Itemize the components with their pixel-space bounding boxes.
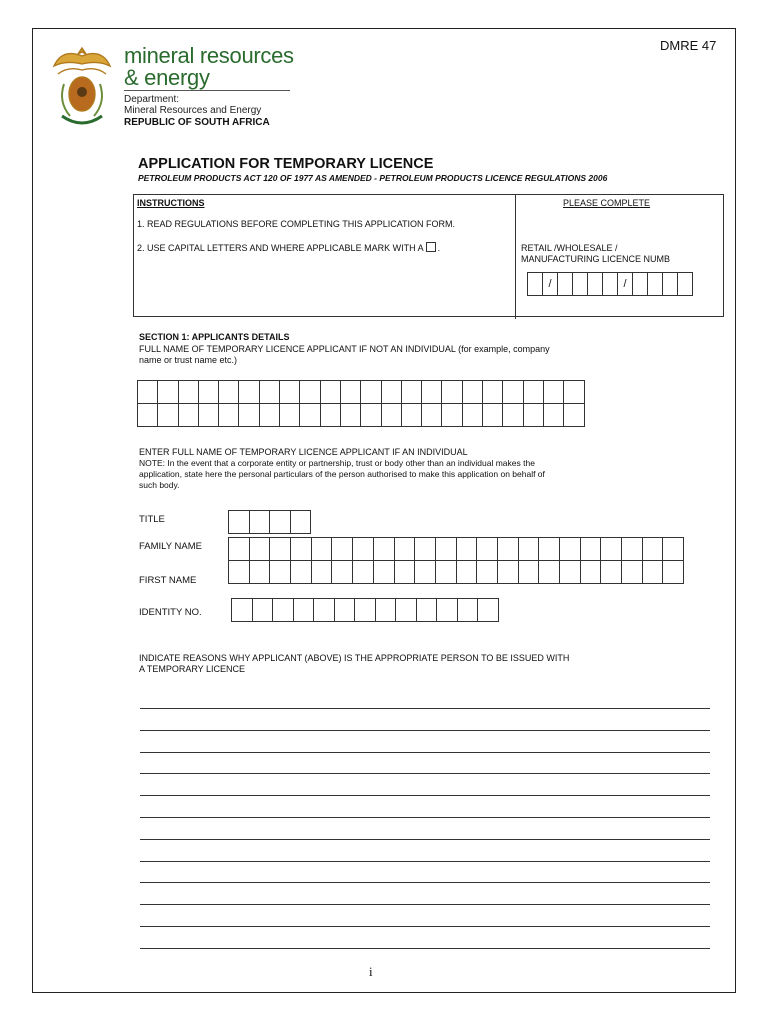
licence-label-line-2: MANUFACTURING LICENCE NUMB [521,254,671,264]
reason-writing-line[interactable] [140,861,710,862]
entry-cell[interactable] [483,381,503,404]
entry-cell[interactable] [394,538,415,561]
form-subtitle: PETROLEUM PRODUCTS ACT 120 OF 1977 AS AMENDED - PETROLEUM PRODUCTS LICENCE REGULATIONS 2006 [138,173,608,183]
entry-cell[interactable] [518,538,539,561]
entry-cell[interactable] [291,538,312,561]
entry-cell[interactable] [229,511,250,534]
brand-line-1: mineral resources [124,43,294,68]
entry-cell[interactable] [138,404,158,427]
entry-cell[interactable] [663,538,684,561]
entry-cell[interactable] [239,404,259,427]
entry-cell[interactable] [373,561,394,584]
licence-cell[interactable] [528,273,543,296]
entry-cell[interactable] [178,381,198,404]
company-note-line-2: name or trust name etc.) [139,355,238,365]
entry-cell[interactable] [300,404,320,427]
brand-divider [124,90,290,91]
reason-writing-line[interactable] [140,708,710,709]
entry-cell[interactable] [401,404,421,427]
entry-cell[interactable] [564,404,584,427]
family-name-label: FAMILY NAME [139,541,202,552]
entry-cell[interactable] [415,561,436,584]
company-name-note [139,344,550,366]
form-code: DMRE 47 [660,38,717,53]
entry-cell[interactable] [543,404,563,427]
instruction-item-2-text: 2. USE CAPITAL LETTERS AND WHERE APPLICABLE MARK WITH A [137,243,424,253]
entry-cell[interactable] [291,561,312,584]
entry-cell[interactable] [320,381,340,404]
entry-cell[interactable] [462,381,482,404]
entry-cell[interactable] [293,599,314,622]
entry-cell[interactable] [219,381,239,404]
individual-note-line-3: such body. [139,480,180,490]
entry-cell[interactable] [416,599,437,622]
reason-writing-line[interactable] [140,730,710,731]
entry-cell[interactable] [560,538,581,561]
reason-writing-line[interactable] [140,904,710,905]
entry-cell[interactable] [340,381,360,404]
please-complete-heading: PLEASE COMPLETE [563,198,651,208]
entry-cell[interactable] [642,561,663,584]
entry-cell[interactable] [232,599,253,622]
dept-line-1: Department: [124,94,180,105]
entry-cell[interactable] [229,561,250,584]
entry-cell[interactable] [543,381,563,404]
reason-writing-line[interactable] [140,795,710,796]
entry-cell[interactable] [539,561,560,584]
entry-cell[interactable] [311,561,332,584]
licence-cell[interactable] [648,273,663,296]
entry-cell[interactable] [497,561,518,584]
entry-cell[interactable] [340,404,360,427]
entry-cell[interactable] [601,538,622,561]
entry-cell[interactable] [273,599,294,622]
reason-writing-line[interactable] [140,948,710,949]
licence-separator: / [543,273,558,296]
entry-cell[interactable] [259,381,279,404]
reason-writing-line[interactable] [140,839,710,840]
entry-cell[interactable] [219,404,239,427]
entry-cell[interactable] [435,538,456,561]
entry-cell[interactable] [311,538,332,561]
entry-cell[interactable] [259,404,279,427]
entry-cell[interactable] [158,404,178,427]
page-number: i [369,964,373,979]
entry-cell[interactable] [622,538,643,561]
entry-cell[interactable] [280,381,300,404]
entry-cell[interactable] [239,381,259,404]
entry-cell[interactable] [642,538,663,561]
entry-cell[interactable] [249,511,270,534]
entry-cell[interactable] [415,538,436,561]
entry-cell[interactable] [381,381,401,404]
licence-cell[interactable] [558,273,573,296]
entry-cell[interactable] [270,511,291,534]
entry-cell[interactable] [503,404,523,427]
entry-cell[interactable] [523,381,543,404]
entry-cell[interactable] [361,404,381,427]
first-name-label: FIRST NAME [139,575,197,586]
section-1-heading: SECTION 1: APPLICANTS DETAILS [139,332,290,342]
entry-cell[interactable] [442,404,462,427]
entry-cell[interactable] [422,404,442,427]
entry-cell[interactable] [361,381,381,404]
entry-cell[interactable] [622,561,643,584]
entry-cell[interactable] [462,404,482,427]
entry-cell[interactable] [300,381,320,404]
entry-cell[interactable] [353,538,374,561]
instruction-item-2-end: . [437,243,441,253]
instructions-divider [515,194,516,319]
entry-cell[interactable] [457,599,478,622]
instruction-item-1: 1. READ REGULATIONS BEFORE COMPLETING THIS APPLICATION FORM. [137,219,456,229]
entry-cell[interactable] [518,561,539,584]
entry-cell[interactable] [580,538,601,561]
entry-cell[interactable] [437,599,458,622]
entry-cell[interactable] [601,561,622,584]
brand-line-2: & energy [124,65,210,90]
entry-cell[interactable] [158,381,178,404]
entry-cell[interactable] [252,599,273,622]
licence-cell[interactable] [573,273,588,296]
entry-cell[interactable] [497,538,518,561]
checkbox-sample-icon [426,242,436,252]
identity-number-grid[interactable] [231,598,499,622]
reason-writing-line[interactable] [140,752,710,753]
licence-label-line-1: RETAIL /WHOLESALE / [521,243,618,253]
reason-writing-line[interactable] [140,926,710,927]
entry-cell[interactable] [396,599,417,622]
entry-cell[interactable] [523,404,543,427]
entry-cell[interactable] [422,381,442,404]
licence-number-grid[interactable] [527,272,693,296]
entry-cell[interactable] [314,599,335,622]
licence-cell[interactable] [663,273,678,296]
entry-cell[interactable] [249,561,270,584]
instructions-heading: INSTRUCTIONS [137,198,205,208]
entry-cell[interactable] [332,538,353,561]
instruction-item-2 [137,242,440,253]
dept-line-2: Mineral Resources and Energy [124,105,262,116]
entry-cell[interactable] [539,538,560,561]
coat-of-arms-logo [48,40,116,130]
entry-cell[interactable] [290,511,311,534]
entry-cell[interactable] [355,599,376,622]
licence-cell[interactable] [603,273,618,296]
entry-cell[interactable] [229,538,250,561]
entry-cell[interactable] [178,404,198,427]
entry-cell[interactable] [270,561,291,584]
reasons-line-1: INDICATE REASONS WHY APPLICANT (ABOVE) IS THE APPROPRIATE PERSON TO BE ISSUED WITH [139,653,570,663]
entry-cell[interactable] [483,404,503,427]
individual-note-line-2: application, state here the personal particulars of the person authorised to make this application on behalf of [139,469,545,479]
licence-separator: / [618,273,633,296]
company-note-line-1: FULL NAME OF TEMPORARY LICENCE APPLICANT IF NOT AN INDIVIDUAL (for example, company [139,344,550,354]
reason-writing-line[interactable] [140,882,710,883]
entry-cell[interactable] [580,561,601,584]
republic-label: REPUBLIC OF SOUTH AFRICA [124,117,270,128]
entry-cell[interactable] [456,538,477,561]
reasons-prompt [139,653,569,675]
department-label [124,94,261,116]
entry-cell[interactable] [663,561,684,584]
entry-cell[interactable] [381,404,401,427]
entry-cell[interactable] [401,381,421,404]
licence-cell[interactable] [588,273,603,296]
entry-cell[interactable] [456,561,477,584]
entry-cell[interactable] [353,561,374,584]
entry-cell[interactable] [442,381,462,404]
entry-cell[interactable] [477,538,498,561]
entry-cell[interactable] [394,561,415,584]
reason-writing-line[interactable] [140,773,710,774]
identity-no-label: IDENTITY NO. [139,607,202,618]
entry-cell[interactable] [249,538,270,561]
entry-cell[interactable] [320,404,340,427]
reasons-line-2: A TEMPORARY LICENCE [139,664,246,674]
entry-cell[interactable] [477,561,498,584]
entry-cell[interactable] [334,599,355,622]
entry-cell[interactable] [198,381,218,404]
entry-cell[interactable] [270,538,291,561]
entry-cell[interactable] [198,404,218,427]
licence-cell[interactable] [633,273,648,296]
entry-cell[interactable] [375,599,396,622]
individual-note-line-1: NOTE: In the event that a corporate entity or partnership, trust or body other than an individual makes the [139,458,535,468]
entry-cell[interactable] [373,538,394,561]
individual-heading: ENTER FULL NAME OF TEMPORARY LICENCE APPLICANT IF AN INDIVIDUAL [139,447,468,457]
entry-cell[interactable] [332,561,353,584]
title-input-grid[interactable] [228,510,311,534]
entry-cell[interactable] [564,381,584,404]
entry-cell[interactable] [503,381,523,404]
entry-cell[interactable] [435,561,456,584]
family-first-name-grid[interactable] [228,537,684,584]
entry-cell[interactable] [280,404,300,427]
licence-cell[interactable] [678,273,693,296]
reason-writing-line[interactable] [140,817,710,818]
form-title: APPLICATION FOR TEMPORARY LICENCE [138,156,434,172]
individual-name-section [139,447,545,491]
entry-cell[interactable] [478,599,499,622]
licence-number-label [521,243,670,265]
company-name-grid[interactable] [137,380,585,427]
title-label: TITLE [139,514,165,525]
entry-cell[interactable] [560,561,581,584]
entry-cell[interactable] [138,381,158,404]
